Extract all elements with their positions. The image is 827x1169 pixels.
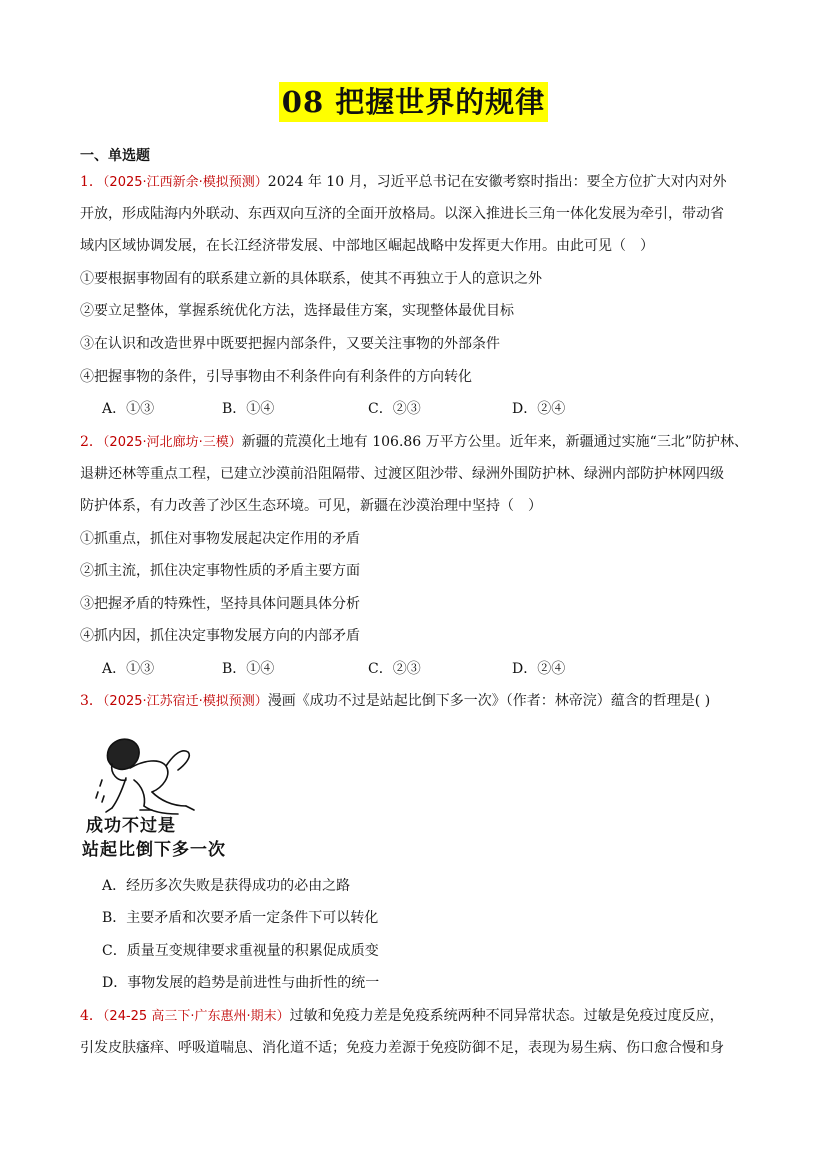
- q2-text-1: 新疆的荒漠化土地有 106.86 万平方公里。近年来，新疆通过实施“三北”防护林、: [241, 434, 748, 450]
- q4-source: （24-25 高三下·广东惠州·期末）: [102, 1009, 290, 1024]
- q1-number: 1．: [80, 174, 103, 190]
- q2-item-3: ③把握矛盾的特殊性，坚持具体问题具体分析: [80, 596, 360, 612]
- q1-stem-line-3: 域内区域协调发展，在长江经济带发展、中部地区崛起战略中发挥更大作用。由此可见（ ）: [80, 238, 654, 254]
- q4-stem-line-1: [80, 1005, 760, 1028]
- q3-option-d: D．事物发展的趋势是前进性与曲折性的统一: [102, 975, 380, 991]
- q2-option-b: B．①④: [222, 661, 275, 677]
- q1-item-3: ③在认识和改造世界中既要把握内部条件，又要关注事物的外部条件: [80, 336, 500, 352]
- section-heading: 一、单选题: [80, 148, 150, 164]
- q2-option-a: A．①③: [102, 661, 155, 677]
- q3-option-c: C．质量互变规律要求重视量的积累促成质变: [102, 943, 379, 959]
- q4-stem-line-2: 引发皮肤瘙痒、呼吸道喘息、消化道不适；免疫力差源于免疫防御不足，表现为易生病、伤口愈合慢和身: [80, 1040, 724, 1056]
- q1-source: （2025·江西新余·模拟预测）: [102, 175, 268, 190]
- q2-item-1: ①抓重点，抓住对事物发展起决定作用的矛盾: [80, 531, 360, 547]
- q3-stem-line-1: [80, 690, 760, 713]
- q3-number: 3．: [80, 693, 103, 709]
- q1-item-2: ②要立足整体，掌握系统优化方法，选择最佳方案，实现整体最优目标: [80, 303, 514, 319]
- q2-stem-line-2: 退耕还林等重点工程，已建立沙漠前沿阻隔带、过渡区阻沙带、绿洲外围防护林、绿洲内部防护林网四级: [80, 466, 724, 482]
- q2-stem-line-1: [80, 431, 760, 454]
- q4-text-1: 过敏和免疫力差是免疫系统两种不同异常状态。过敏是免疫过度反应，: [289, 1008, 724, 1024]
- q1-option-c: C．②③: [368, 401, 421, 417]
- q3-option-a: A．经历多次失败是获得成功的必由之路: [102, 878, 351, 894]
- q1-stem-line-2: 开放，形成陆海内外联动、东西双向互济的全面开放格局。以深入推进长三角一体化发展为牵引，带动省: [80, 206, 724, 222]
- q1-item-1: ①要根据事物固有的联系建立新的具体联系，使其不再独立于人的意识之外: [80, 271, 542, 287]
- q4-number: 4．: [80, 1008, 103, 1024]
- q3-option-b: B．主要矛盾和次要矛盾一定条件下可以转化: [102, 910, 379, 926]
- q2-stem-line-3: 防护体系，有力改善了沙区生态环境。可见，新疆在沙漠治理中坚持（ ）: [80, 498, 542, 514]
- q2-option-c: C．②③: [368, 661, 421, 677]
- q1-option-b: B．①④: [222, 401, 275, 417]
- q2-number: 2．: [80, 434, 103, 450]
- q1-stem-line-1: [80, 171, 760, 194]
- q3-text: 漫画《成功不过是站起比倒下多一次》（作者：林帝浣）蕴含的哲理是( ): [267, 693, 711, 709]
- q1-option-d: D．②④: [512, 401, 566, 417]
- cartoon-caption-line-2: 站起比倒下多一次: [82, 840, 226, 860]
- q2-option-d: D．②④: [512, 661, 566, 677]
- title-container: [0, 82, 827, 122]
- q2-item-2: ②抓主流，抓住决定事物性质的矛盾主要方面: [80, 563, 360, 579]
- q3-source: （2025·江苏宿迁·模拟预测）: [102, 694, 268, 709]
- cartoon-caption-line-1: 成功不过是: [86, 816, 176, 836]
- q2-source: （2025·河北廊坊·三模）: [102, 435, 242, 450]
- q1-item-4: ④把握事物的条件，引导事物由不利条件向有利条件的方向转化: [80, 369, 472, 385]
- page-title: 08 把握世界的规律: [279, 82, 548, 122]
- q1-text-1: 2024 年 10 月，习近平总书记在安徽考察时指出：要全方位扩大对内对外: [267, 174, 727, 190]
- q2-item-4: ④抓内因，抓住决定事物发展方向的内部矛盾: [80, 628, 360, 644]
- q1-option-a: A．①③: [102, 401, 155, 417]
